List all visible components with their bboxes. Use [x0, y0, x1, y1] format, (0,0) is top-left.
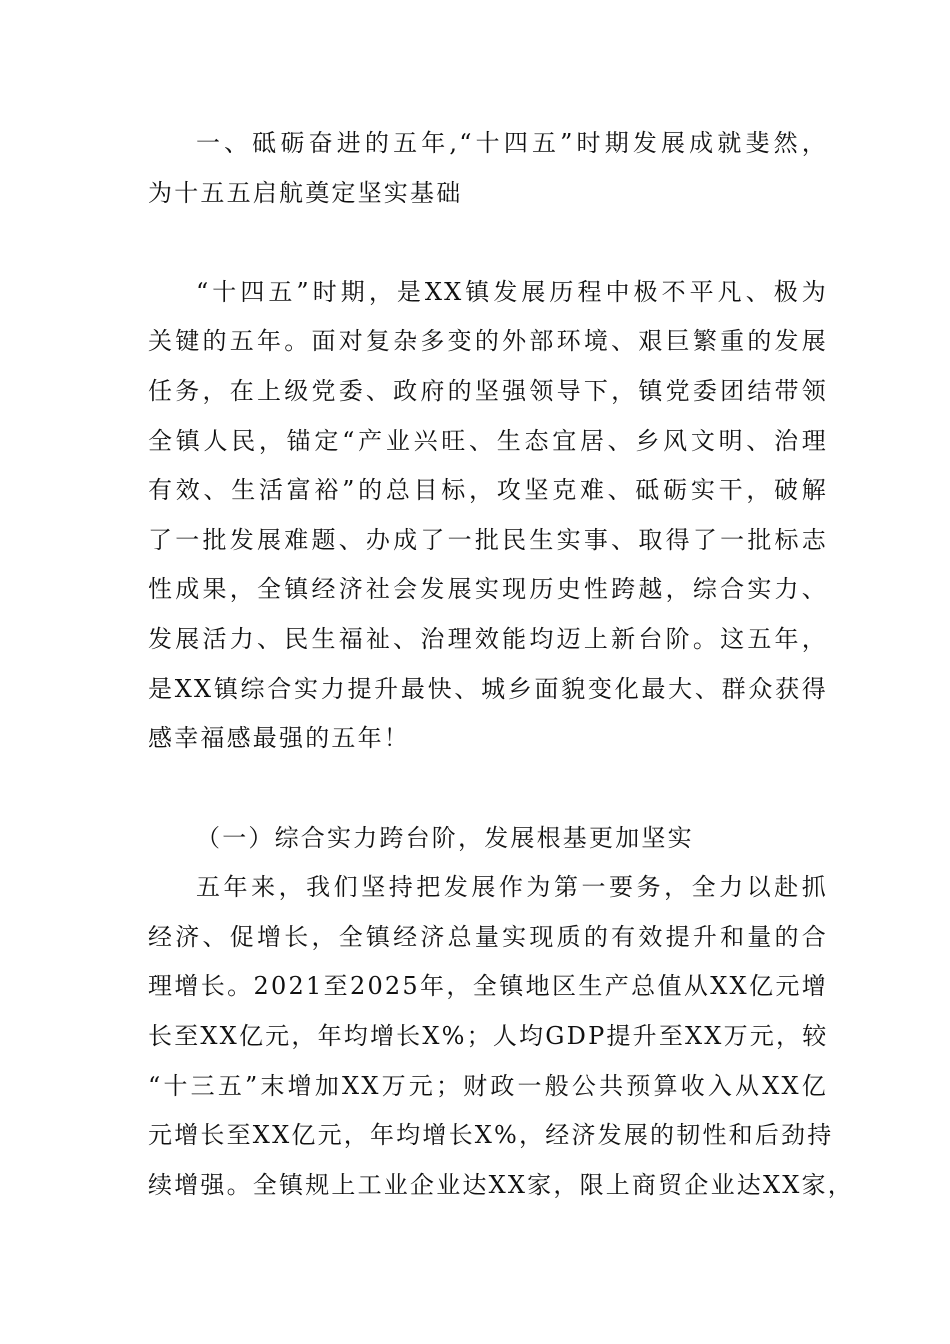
paragraph-1-line-4: 全镇人民，锚定“产业兴旺、生态宜居、乡风文明、治理 [148, 427, 828, 455]
paragraph-1-line-2: 关键的五年。面对复杂多变的外部环境、艰巨繁重的发展 [148, 327, 828, 355]
paragraph-2-line-3: 理增长。2021至2025年，全镇地区生产总值从XX亿元增 [148, 972, 828, 1000]
paragraph-2-line-7: 续增强。全镇规上工业企业达XX家，限上商贸企业达XX家， [148, 1171, 854, 1199]
paragraph-2-line-4: 长至XX亿元，年均增长X%；人均GDP提升至XX万元，较 [148, 1022, 829, 1050]
paragraph-1-line-3: 任务，在上级党委、政府的坚强领导下，镇党委团结带领 [148, 377, 828, 405]
paragraph-1-line-9: 是XX镇综合实力提升最快、城乡面貌变化最大、群众获得 [148, 675, 828, 703]
section-heading-line-2: 为十五五启航奠定坚实基础 [148, 179, 463, 207]
paragraph-1-line-6: 了一批发展难题、办成了一批民生实事、取得了一批标志 [148, 526, 828, 554]
paragraph-2-line-2: 经济、促增长，全镇经济总量实现质的有效提升和量的合 [148, 923, 828, 951]
subsection-heading: （一）综合实力跨台阶，发展根基更加坚实 [196, 824, 694, 852]
paragraph-2-line-5: “十三五”末增加XX万元；财政一般公共预算收入从XX亿 [148, 1072, 828, 1100]
paragraph-1-line-1: “十四五”时期，是XX镇发展历程中极不平凡、极为 [196, 278, 828, 306]
paragraph-1-line-7: 性成果，全镇经济社会发展实现历史性跨越，综合实力、 [148, 575, 828, 603]
paragraph-2-line-6: 元增长至XX亿元，年均增长X%，经济发展的韧性和后劲持 [148, 1121, 834, 1149]
section-heading-line-1: 一、砥砺奋进的五年,“十四五”时期发展成就斐然， [196, 129, 828, 157]
paragraph-2-line-1: 五年来，我们坚持把发展作为第一要务，全力以赴抓 [196, 873, 828, 901]
paragraph-1-line-5: 有效、生活富裕”的总目标，攻坚克难、砥砺实干，破解 [148, 476, 828, 504]
paragraph-1-line-10: 感幸福感最强的五年！ [148, 724, 410, 752]
paragraph-1-line-8: 发展活力、民生福祉、治理效能均迈上新台阶。这五年， [148, 625, 828, 653]
